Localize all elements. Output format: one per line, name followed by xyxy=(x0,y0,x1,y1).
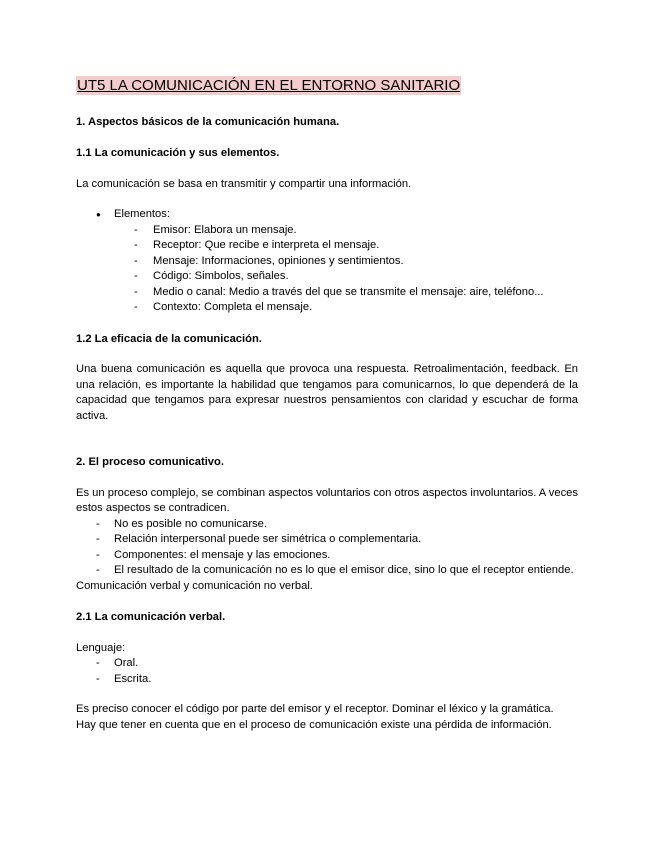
list-item: - Receptor: Que recibe e interpreta el mensaje. xyxy=(76,238,578,254)
list-item: - Relación interpersonal puede ser simétrica o complementaria. xyxy=(76,532,578,548)
section-2-1-para2: Hay que tener en cuenta que en el proceso de comunicación existe una pérdida de información. xyxy=(76,718,552,731)
list-item: - Escrita. xyxy=(76,672,578,688)
section-2-1-heading: 2.1 La comunicación verbal. xyxy=(76,611,226,623)
list-item: - Mensaje: Informaciones, opiniones y sentimientos. xyxy=(76,254,578,270)
elements-dash-list xyxy=(76,223,578,316)
section-2-1-para1: Es preciso conocer el código por parte del emisor y el receptor. Dominar el léxico y la gramática. xyxy=(76,703,554,715)
section-2-closing: Comunicación verbal y comunicación no verbal. xyxy=(76,579,313,592)
section-1-1-intro: La comunicación se basa en transmitir y compartir una información. xyxy=(76,177,412,190)
section-2-heading: 2. El proceso comunicativo. xyxy=(76,456,224,468)
list-item: - Código: Simbolos, señales. xyxy=(76,269,578,285)
list-item: - No es posible no comunicarse. xyxy=(76,517,578,533)
elements-bullet-list xyxy=(76,207,578,223)
list-item: - Contexto: Completa el mensaje. xyxy=(76,300,578,316)
list-item: ● Elementos: xyxy=(76,207,578,223)
section-2-intro: Es un proceso complejo, se combinan aspectos voluntarios con otros aspectos involuntarios. A veces estos aspectos se contradicen. xyxy=(76,486,578,514)
section-1-2-text: Una buena comunicación es aquella que provoca una respuesta. Retroalimentación, feedback. En una relación, es importante la habilidad que tengamos para comunicarnos, lo que dependerá de la capacidad que tengamos para expresar nuestros pensamientos con claridad y escuchar de forma activa. xyxy=(76,363,578,422)
document-page xyxy=(76,76,578,733)
list-item: - El resultado de la comunicación no es lo que el emisor dice, sino lo que el receptor entiende. xyxy=(76,563,578,579)
section-1-1-heading: 1.1 La comunicación y sus elementos. xyxy=(76,147,280,159)
list-item: - Emisor: Elabora un mensaje. xyxy=(76,223,578,239)
list-item: - Oral. xyxy=(76,656,578,672)
language-dash-list xyxy=(76,656,578,687)
list-item: - Medio o canal: Medio a través del que se transmite el mensaje: aire, teléfono... xyxy=(76,285,578,301)
section-1-heading: 1. Aspectos básicos de la comunicación humana. xyxy=(76,115,340,128)
language-label: Lenguaje: xyxy=(76,641,126,654)
document-title: UT5 LA COMUNICACIÓN EN EL ENTORNO SANITARIO xyxy=(77,77,461,94)
process-dash-list xyxy=(76,517,578,579)
list-item: - Componentes: el mensaje y las emociones. xyxy=(76,548,578,564)
section-1-2-heading: 1.2 La eficacia de la comunicación. xyxy=(76,332,262,345)
